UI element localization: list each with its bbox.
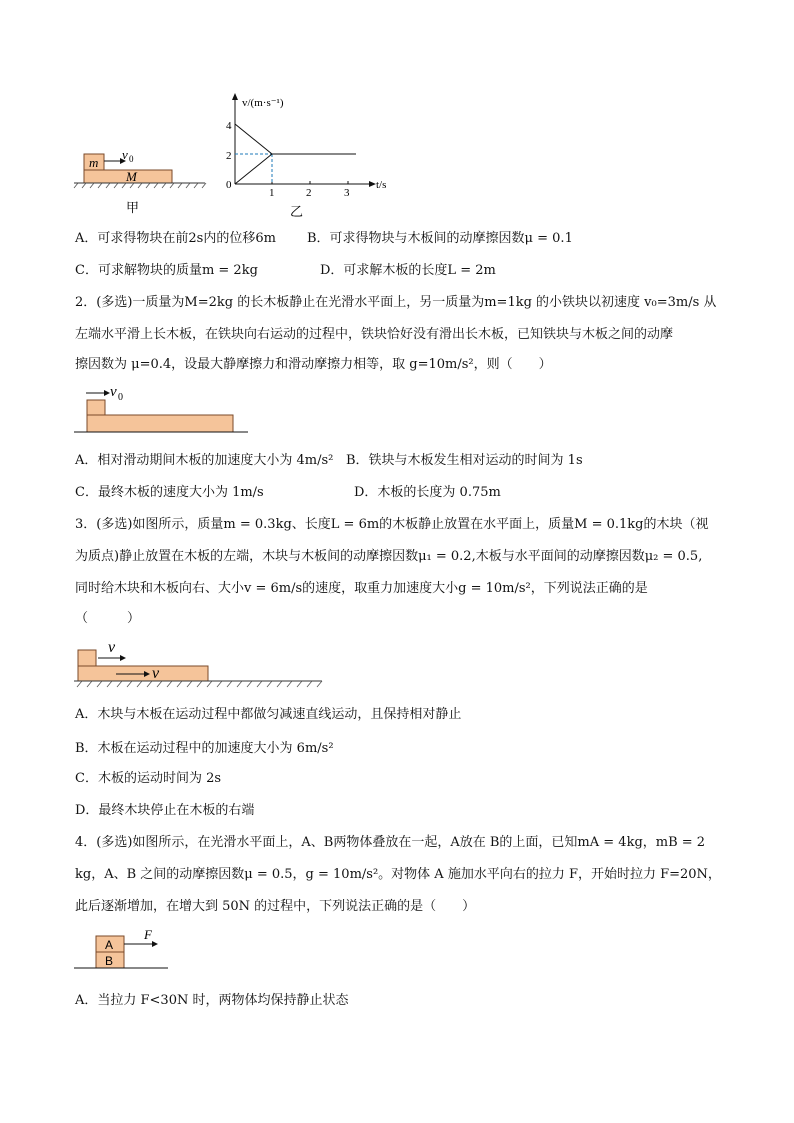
ground-hatch [77,681,322,687]
block-B-label: B [105,954,114,968]
q1-option-d: D．可求解木板的长度L = 2m [320,263,496,278]
q3-option-c: C．木板的运动时间为 2s [75,771,222,786]
q2-option-a: A．相对滑动期间木板的加速度大小为 4m/s² [75,453,334,468]
v0-label: v [110,384,117,400]
figure-yi [222,92,397,222]
x-tick-2: 2 [306,187,312,199]
y-tick-2: 2 [226,150,232,162]
q4-stem-line3: 此后逐渐增加，在增大到 50N 的过程中，下列说法正确的是（ ） [75,899,476,914]
q3-stem-line1: 3．(多选)如图所示，质量m = 0.3kg、长度L = 6m的木板静止放置在水平面上，质量M = 0.1kg的木块（视 [75,517,709,532]
block-A-label: A [105,938,114,952]
q4-figure [72,926,182,976]
v0-subscript: 0 [118,392,123,403]
x-tick-3: 3 [344,187,350,199]
wood-block [78,650,96,666]
block-v-label: v [108,639,116,656]
q3-option-d: D．最终木块停止在木板的右端 [75,803,255,818]
q3-figure [72,636,327,694]
q4-stem-line1: 4．(多选)如图所示，在光滑水平面上，A、B两物体叠放在一起，A放在 B的上面，已知mA = 4kg，mB = 2 [75,835,706,850]
caption-yi: 乙 [290,205,304,220]
q4-stem-line2: kg，A、B 之间的动摩擦因数μ = 0.5，g = 10m/s²。对物体 A 施加水平向右的拉力 F，开始时拉力 F=20N， [75,867,721,882]
board-M-label: M [126,169,137,184]
y-tick-0: 0 [226,179,232,191]
board-velocity-line [235,154,272,184]
q2-stem-line1: 2．(多选)一质量为M=2kg 的长木板静止在光滑水平面上，另一质量为m=1kg 的小铁块以初速度 v₀=3m/s 从 [75,295,717,310]
block-m-label: m [89,155,99,170]
q2-figure [72,384,252,440]
q1-option-b: B．可求得物块与木板间的动摩擦因数μ = 0.1 [307,231,573,246]
caption-jia: 甲 [126,201,140,216]
block-velocity-line [235,124,272,154]
x-axis-arrow [369,181,376,187]
q2-stem-line2: 左端水平滑上长木板，在铁块向右运动的过程中，铁块恰好没有滑出长木板，已知铁块与木板之间的动摩 [75,327,674,342]
q2-stem-line3: 擦因数为 μ=0.4，设最大静摩擦力和滑动摩擦力相等，取 g=10m/s²，则（ ） [75,357,552,372]
v0-subscript: 0 [129,154,134,164]
q2-option-b: B．铁块与木板发生相对运动的时间为 1s [346,453,583,468]
force-F-label: F [144,927,152,942]
q2-option-c: C．最终木板的速度大小为 1m/s [75,485,264,500]
q1-option-a: A．可求得物块在前2s内的位移6m [75,231,276,246]
q3-stem-line4: （ ） [75,611,141,626]
long-board [87,415,233,432]
q1-option-c: C．可求解物块的质量m = 2kg [75,263,258,278]
q4-option-a: A．当拉力 F<30N 时，两物体均保持静止状态 [75,993,349,1008]
figure-jia [70,140,210,224]
q3-stem-line3: 同时给木块和木板向右、大小v = 6m/s的速度，取重力加速度大小g = 10m/s²，下列说法正确的是 [75,581,648,596]
ground-hatch [74,183,206,188]
q3-option-b: B．木板在运动过程中的加速度大小为 6m/s² [75,741,334,756]
q3-stem-line2: 为质点)静止放置在木板的左端，木块与木板间的动摩擦因数μ₁ = 0.2,木板与水平面间的动摩擦因数μ₂ = 0.5, [75,549,703,564]
q3-option-a: A．木块与木板在运动过程中都做匀减速直线运动，且保持相对静止 [75,707,462,722]
board-v-label: v [152,665,160,682]
y-axis-label: v/(m·s⁻¹) [242,97,284,109]
iron-block [87,400,105,415]
q2-option-d: D．木板的长度为 0.75m [354,485,501,500]
x-axis-label: t/s [376,179,387,191]
y-tick-4: 4 [226,120,232,132]
force-F-arrowhead [152,941,158,947]
block-v-arrowhead [120,655,126,661]
x-tick-1: 1 [269,187,275,199]
y-axis-arrow [232,93,238,100]
v0-label: v [122,147,128,162]
